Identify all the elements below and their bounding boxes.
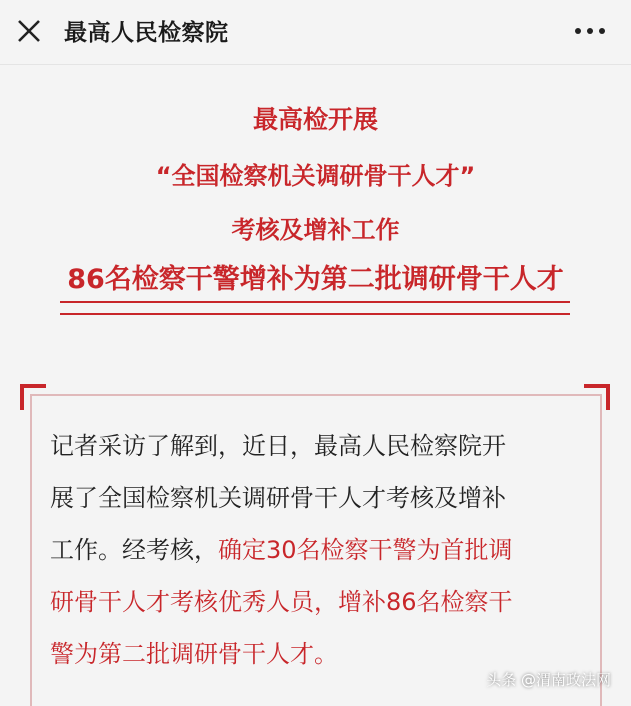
- top-bar: [0, 0, 631, 65]
- article-line-3: [50, 524, 595, 576]
- page-title: 最高人民检察院: [64, 20, 229, 46]
- article-line-5: 警为第二批调研骨干人才。: [50, 640, 338, 668]
- source-watermark: 头条 @渭南政法网: [486, 671, 611, 689]
- article-line-3-highlight: 确定30名检察干警为首批调: [218, 536, 513, 564]
- article-line-1: 记者采访了解到，近日，最高人民检察院开: [50, 432, 506, 460]
- article-line-4: 研骨干人才考核优秀人员，增补86名检察干: [50, 588, 513, 616]
- close-icon[interactable]: [14, 16, 44, 46]
- article-body: [50, 420, 595, 680]
- headline-line-2: “全国检察机关调研骨干人才”: [155, 162, 476, 190]
- headline-divider-bottom: [60, 313, 570, 315]
- article-line-3-plain: 工作。经考核，: [50, 536, 218, 564]
- headline-line-1: 最高检开展: [252, 105, 378, 134]
- more-icon[interactable]: [573, 20, 607, 44]
- headline-line-4: 86名检察干警增补为第二批调研骨干人才: [67, 264, 564, 295]
- headline-line-3: 考核及增补工作: [231, 216, 400, 244]
- article-line-2: 展了全国检察机关调研骨干人才考核及增补: [50, 484, 506, 512]
- headline-divider-top: [60, 301, 570, 303]
